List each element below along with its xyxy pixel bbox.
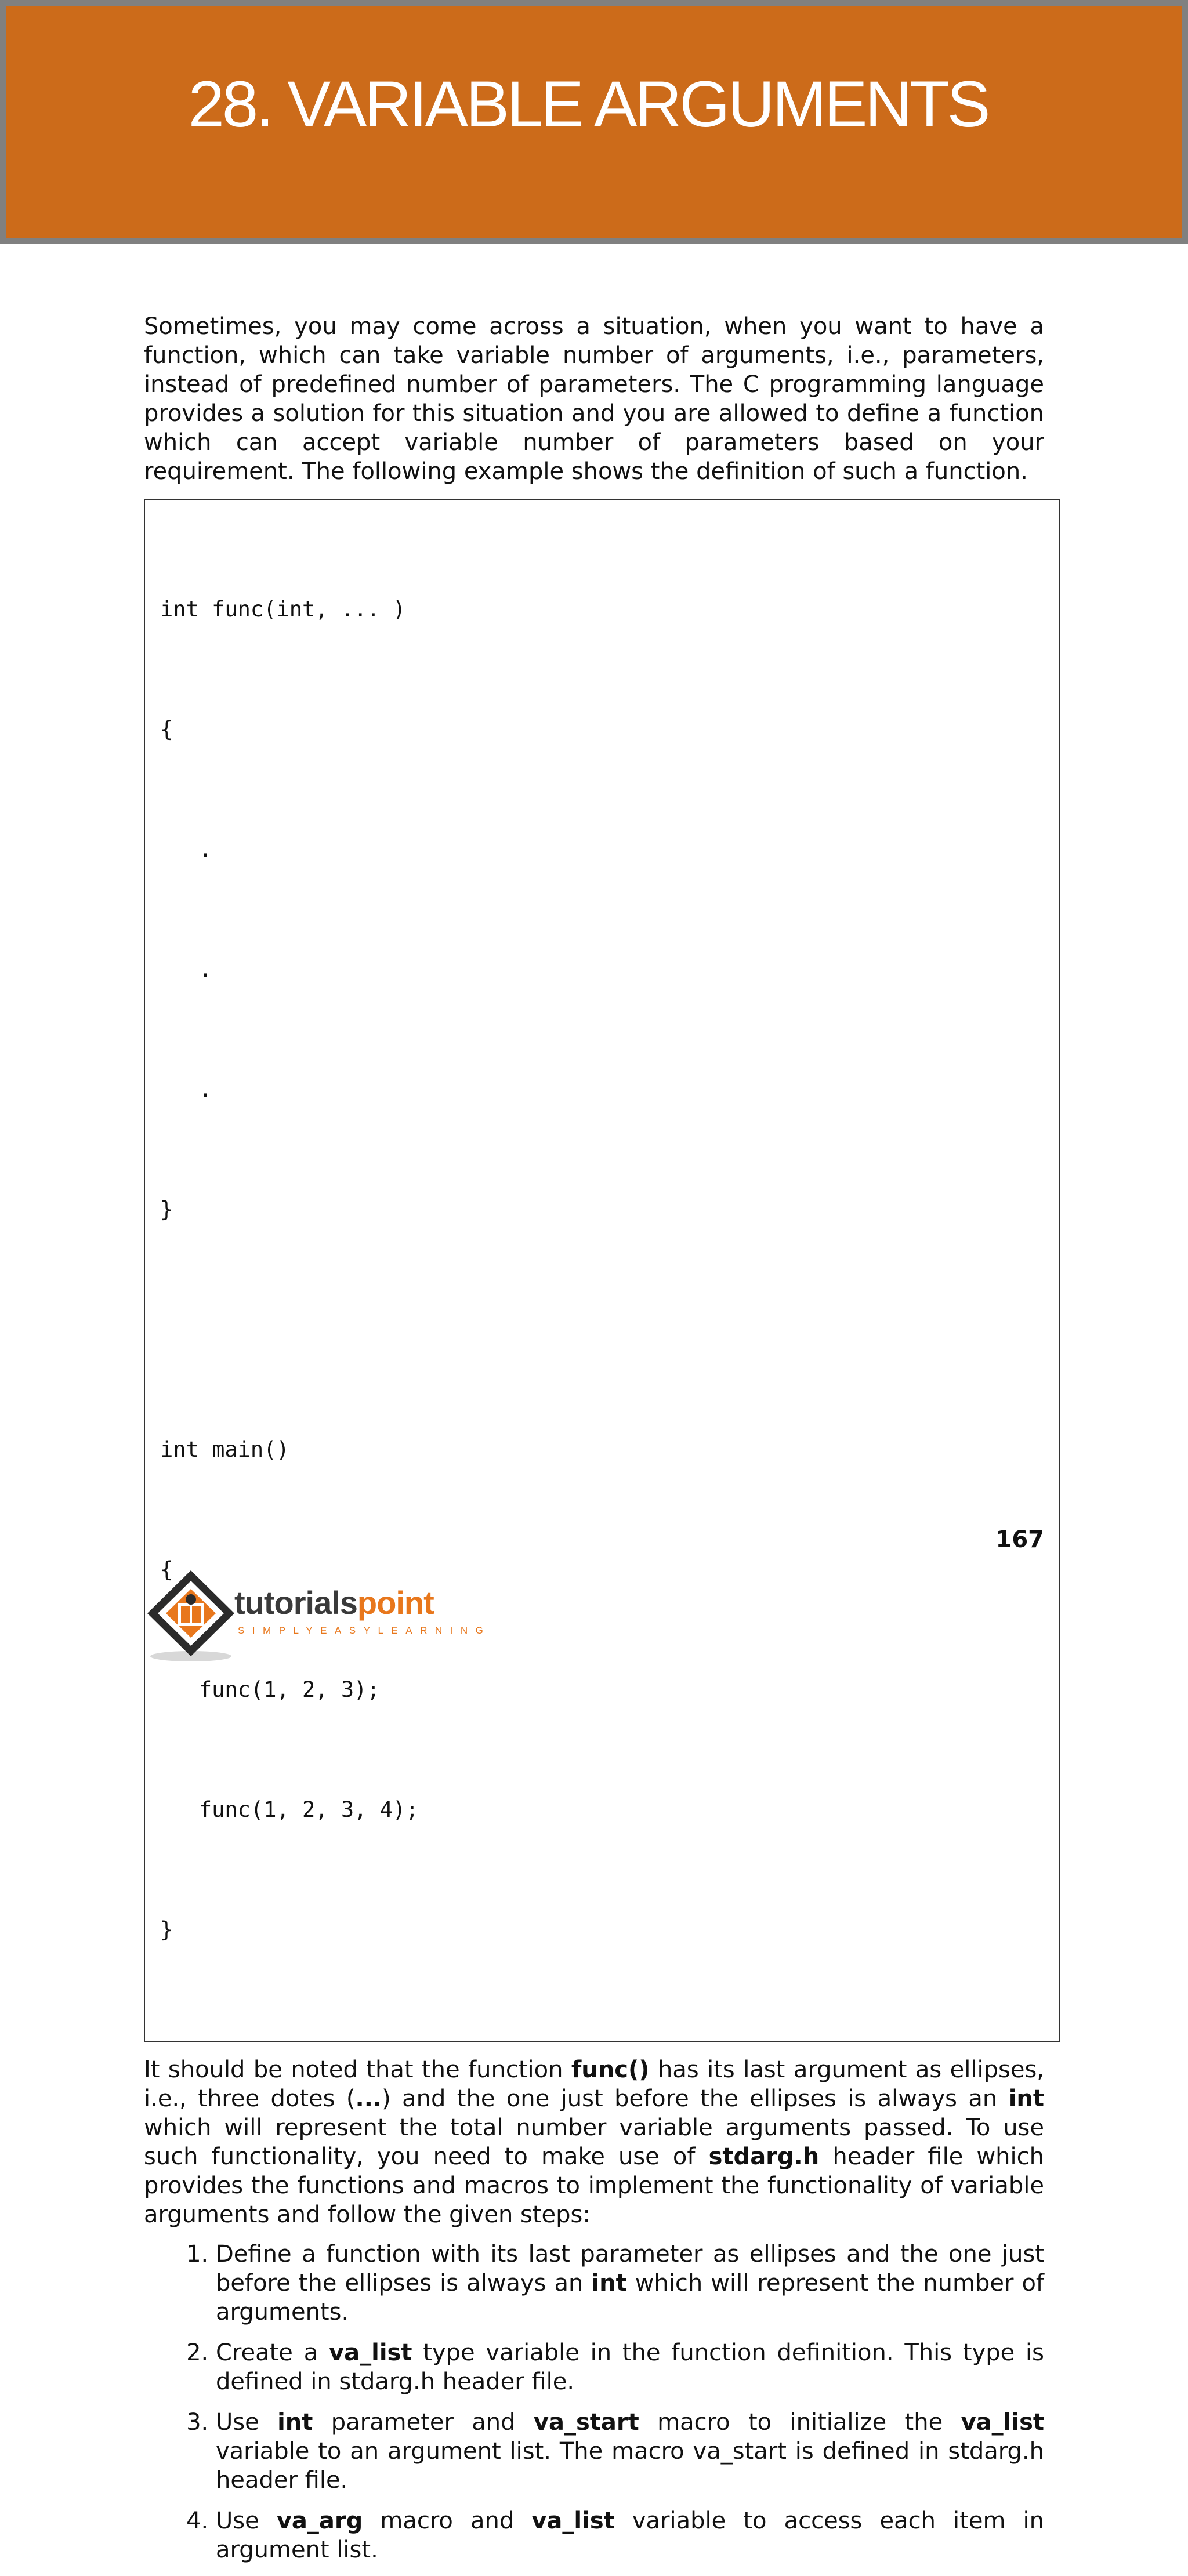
steps-list xyxy=(144,2240,1044,2564)
step-bold: va_arg xyxy=(276,2508,363,2534)
note-bold-int: int xyxy=(1008,2085,1044,2112)
step-text: variable to an argument list. The macro va_start is defined in stdarg.h header file. xyxy=(216,2438,1044,2494)
step-bold: va_list xyxy=(329,2339,412,2366)
list-item xyxy=(216,2408,1044,2495)
note-bold-func: func() xyxy=(571,2056,650,2083)
step-text: parameter and xyxy=(313,2409,534,2436)
page-number: 167 xyxy=(995,1526,1044,1553)
code-line: . xyxy=(160,957,212,982)
step-text: Use xyxy=(216,2508,277,2534)
code-line: . xyxy=(160,837,212,862)
list-item xyxy=(216,2240,1044,2327)
logo-wordmark xyxy=(234,1584,434,1621)
note-text: has its last argument as ellipses, i.e., three dotes ( xyxy=(144,2056,1045,2112)
note-text: header file which provides the functions and macros to implement the functionality of variable arguments and follow the given steps: xyxy=(144,2143,1044,2228)
chapter-title: 28. VARIABLE ARGUMENTS xyxy=(188,68,988,140)
logo-tagline: SIMPLYEASYLEARNING xyxy=(238,1625,491,1636)
step-text: variable to access each item in argument list. xyxy=(216,2508,1044,2563)
step-bold: va_start xyxy=(533,2409,639,2436)
code-line: } xyxy=(160,1917,173,1942)
code-line: { xyxy=(160,1557,173,1582)
list-item xyxy=(216,2338,1044,2396)
logo-word-point: point xyxy=(357,1584,434,1621)
code-line: int main() xyxy=(160,1437,289,1462)
note-text: It should be noted that the function xyxy=(144,2056,571,2083)
code-blank-line xyxy=(160,1309,1059,1349)
code-line: func(1, 2, 3); xyxy=(160,1677,380,1702)
code-line: int func(int, ... ) xyxy=(160,597,406,622)
step-text: macro and xyxy=(363,2508,532,2534)
code-example xyxy=(144,499,1060,2042)
note-text: ) and the one just before the ellipses is always an xyxy=(382,2085,1009,2112)
note-bold-stdarg: stdarg.h xyxy=(708,2143,820,2170)
step-text: Use xyxy=(216,2409,278,2436)
code-line: } xyxy=(160,1197,173,1222)
step-text: macro to initialize the xyxy=(639,2409,961,2436)
intro-paragraph: Sometimes, you may come across a situation, when you want to have a function, which can take variable number of arguments, i.e., parameters, instead of predefined number of parameters. The C programming language provides a solution for this situation and you are allowed to define a function which can accept variable number of parameters based on your requirement. The following example shows the definition of such a function. xyxy=(144,313,1044,485)
logo-word-tutorials: tutorials xyxy=(234,1584,357,1621)
step-bold: int xyxy=(591,2270,627,2296)
page-content xyxy=(144,312,1044,2576)
step-bold: va_list xyxy=(531,2508,615,2534)
tutorialspoint-logo xyxy=(142,1566,491,1664)
step-text: type variable in the function definition. This type is defined in stdarg.h header file. xyxy=(216,2339,1044,2395)
note-text: which will represent the total number variable arguments passed. To use such functionality, you need to make use of xyxy=(144,2114,1044,2170)
step-text: Define a function with its last parameter as ellipses and the one just before the ellipses is always an xyxy=(216,2241,1044,2296)
step-text: Create a xyxy=(216,2339,329,2366)
step-bold: va_list xyxy=(961,2409,1044,2436)
step-text: which will represent the number of arguments. xyxy=(216,2270,1044,2325)
code-line: { xyxy=(160,717,173,742)
note-paragraph xyxy=(144,2055,1044,2229)
note-bold-ellipses: ... xyxy=(355,2085,382,2112)
code-line: . xyxy=(160,1077,212,1102)
tutorialspoint-logo-icon xyxy=(142,1566,240,1664)
code-line: func(1, 2, 3, 4); xyxy=(160,1797,419,1822)
list-item xyxy=(216,2506,1044,2564)
step-bold: int xyxy=(277,2409,313,2436)
